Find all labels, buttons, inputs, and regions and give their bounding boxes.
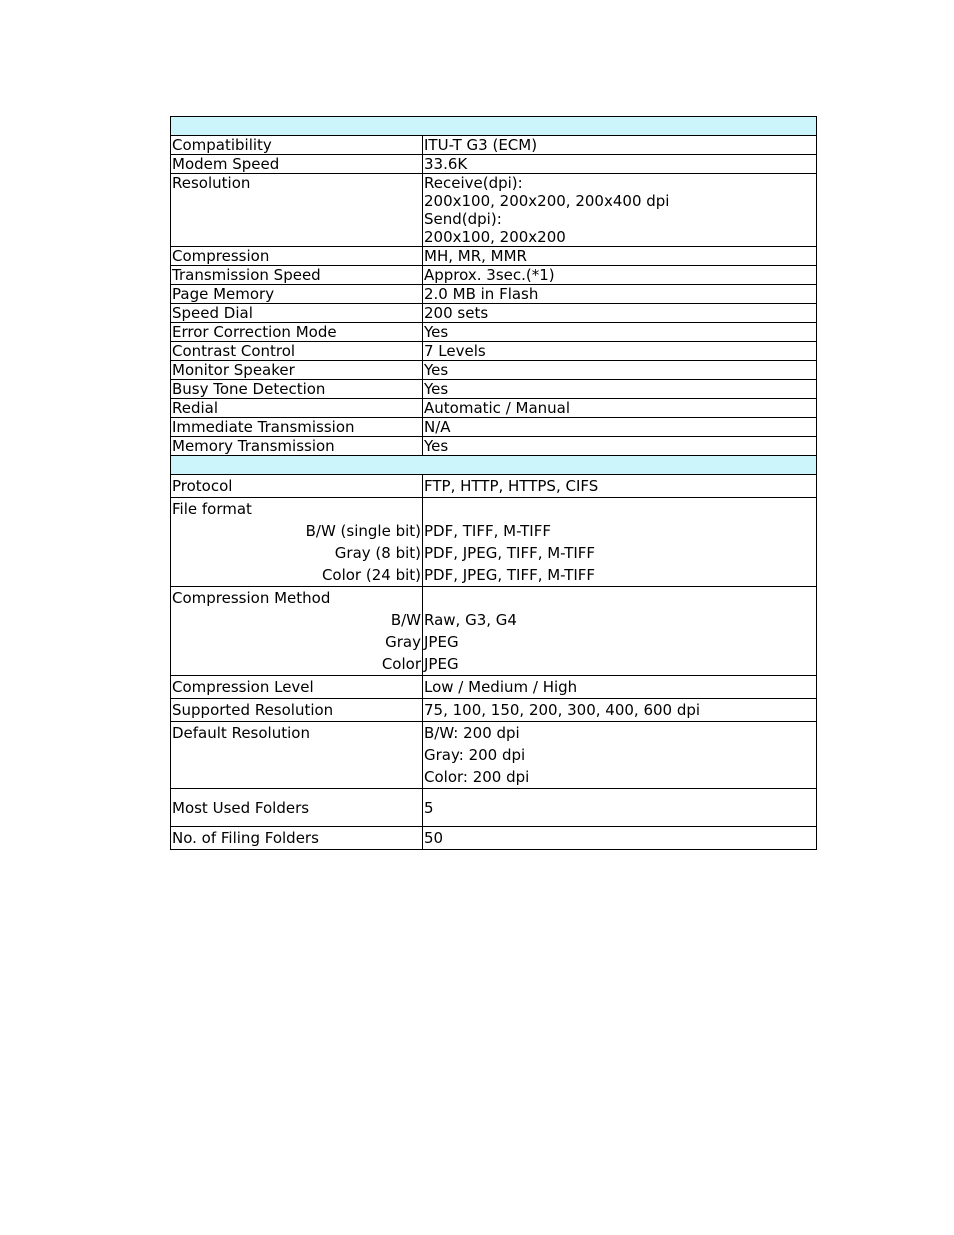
compression-method-sub-label: Gray: [385, 633, 421, 651]
spec-value: Yes: [423, 361, 817, 380]
spec-row-contrast-control: [171, 342, 817, 361]
spec-label: Compression Level: [171, 676, 423, 699]
spec-value: [423, 174, 817, 247]
spec-row-compression: [171, 247, 817, 266]
spec-row-page-memory: [171, 285, 817, 304]
spec-row-busy-tone: [171, 380, 817, 399]
spec-label: Compression: [171, 247, 423, 266]
spec-label: Immediate Transmission: [171, 418, 423, 437]
compression-method-sub-label: Color: [381, 655, 421, 673]
spec-label: Monitor Speaker: [171, 361, 423, 380]
spec-label: Compatibility: [171, 136, 423, 155]
spec-value: 200 sets: [423, 304, 817, 323]
spec-row-filing-folders: [171, 827, 817, 850]
default-resolution-line: Color: 200 dpi: [424, 768, 530, 786]
spec-label: Default Resolution: [171, 722, 423, 789]
spec-row-transmission-speed: [171, 266, 817, 285]
file-format-sub-label: B/W (single bit): [305, 522, 421, 540]
resolution-line: Send(dpi):: [424, 210, 502, 228]
spec-label: [171, 498, 423, 587]
spec-label: Redial: [171, 399, 423, 418]
spec-value: FTP, HTTP, HTTPS, CIFS: [423, 475, 817, 498]
network-section-header-cell: [171, 456, 817, 475]
default-resolution-line: B/W: 200 dpi: [424, 724, 520, 742]
spec-row-supported-resolution: [171, 699, 817, 722]
resolution-line: 200x100, 200x200: [424, 228, 566, 246]
spec-label: Page Memory: [171, 285, 423, 304]
spec-row-compression-method: [171, 587, 817, 676]
spec-row-immediate-transmission: [171, 418, 817, 437]
file-format-sub-label: Gray (8 bit): [334, 544, 421, 562]
default-resolution-line: Gray: 200 dpi: [424, 746, 526, 764]
spec-label: Resolution: [171, 174, 423, 247]
spec-value: MH, MR, MMR: [423, 247, 817, 266]
spec-label: Modem Speed: [171, 155, 423, 174]
spec-label: [171, 587, 423, 676]
spec-row-monitor-speaker: [171, 361, 817, 380]
compression-method-label: Compression Method: [172, 589, 331, 607]
resolution-line: 200x100, 200x200, 200x400 dpi: [424, 192, 670, 210]
spec-value: Low / Medium / High: [423, 676, 817, 699]
compression-method-sub-label: B/W: [390, 611, 421, 629]
fax-section-header: [171, 117, 817, 136]
spec-value: N/A: [423, 418, 817, 437]
spec-row-modem-speed: [171, 155, 817, 174]
spec-value: [423, 722, 817, 789]
file-format-value: PDF, JPEG, TIFF, M-TIFF: [424, 566, 596, 584]
network-section-header: [171, 456, 817, 475]
file-format-label: File format: [172, 500, 252, 518]
spec-label: Busy Tone Detection: [171, 380, 423, 399]
spec-table: [170, 116, 817, 850]
spec-value: Yes: [423, 437, 817, 456]
spec-label: Supported Resolution: [171, 699, 423, 722]
spec-label: Protocol: [171, 475, 423, 498]
spec-label: Memory Transmission: [171, 437, 423, 456]
compression-method-value: Raw, G3, G4: [424, 611, 517, 629]
spec-row-file-format: [171, 498, 817, 587]
spec-row-compatibility: [171, 136, 817, 155]
spec-label: Most Used Folders: [171, 789, 423, 827]
spec-row-default-resolution: [171, 722, 817, 789]
spec-row-resolution: [171, 174, 817, 247]
spec-label: Error Correction Mode: [171, 323, 423, 342]
spec-value: [423, 498, 817, 587]
spec-value: 50: [423, 827, 817, 850]
spec-value: Yes: [423, 380, 817, 399]
file-format-value: PDF, TIFF, M-TIFF: [424, 522, 551, 540]
spec-value: 33.6K: [423, 155, 817, 174]
spec-row-compression-level: [171, 676, 817, 699]
spec-row-speed-dial: [171, 304, 817, 323]
resolution-line: Receive(dpi):: [424, 174, 523, 192]
file-format-sub-label: Color (24 bit): [321, 566, 421, 584]
spec-value: Yes: [423, 323, 817, 342]
spec-label: Transmission Speed: [171, 266, 423, 285]
compression-method-value: JPEG: [424, 655, 459, 673]
spec-label: Speed Dial: [171, 304, 423, 323]
spec-row-redial: [171, 399, 817, 418]
compression-method-value: JPEG: [424, 633, 459, 651]
spec-label: No. of Filing Folders: [171, 827, 423, 850]
fax-section-header-cell: [171, 117, 817, 136]
spec-label: Contrast Control: [171, 342, 423, 361]
spec-row-protocol: [171, 475, 817, 498]
spec-value: [423, 587, 817, 676]
spec-value: ITU-T G3 (ECM): [423, 136, 817, 155]
spec-row-most-used-folders: [171, 789, 817, 827]
spec-row-error-correction: [171, 323, 817, 342]
spec-value: 75, 100, 150, 200, 300, 400, 600 dpi: [423, 699, 817, 722]
spec-row-memory-transmission: [171, 437, 817, 456]
spec-value: Approx. 3sec.(*1): [423, 266, 817, 285]
spec-value: 5: [423, 789, 817, 827]
spec-value: 2.0 MB in Flash: [423, 285, 817, 304]
spec-value: 7 Levels: [423, 342, 817, 361]
spec-value: Automatic / Manual: [423, 399, 817, 418]
file-format-value: PDF, JPEG, TIFF, M-TIFF: [424, 544, 596, 562]
